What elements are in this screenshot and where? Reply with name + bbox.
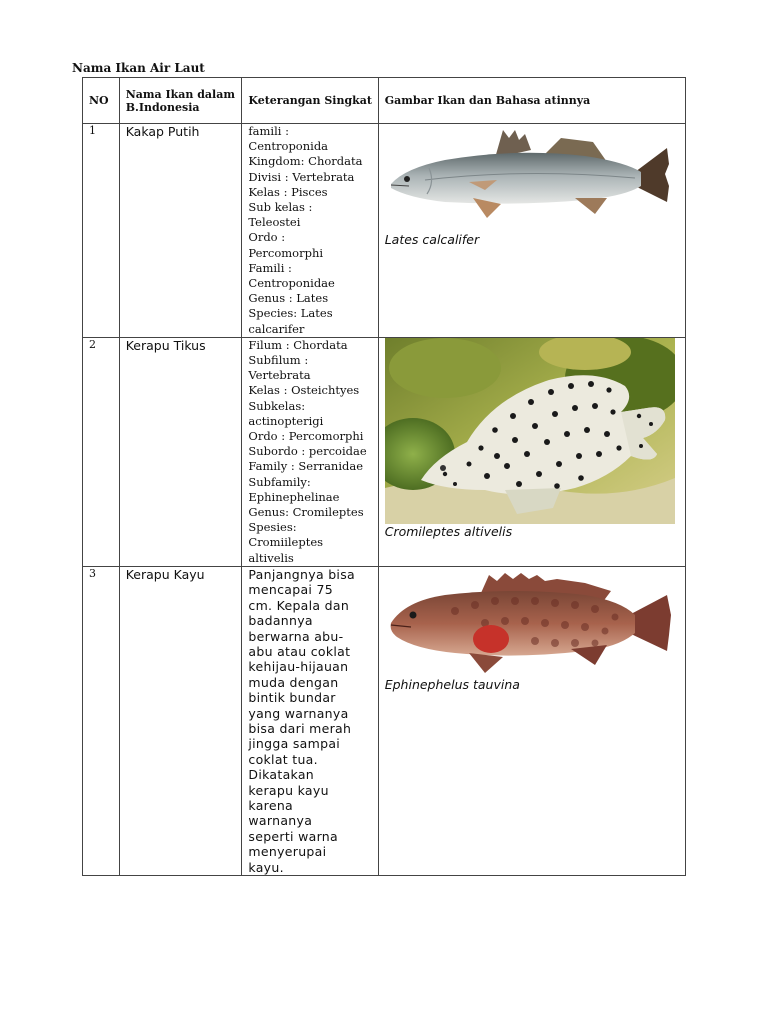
- fish-description: Panjangnya bisa mencapai 75 cm. Kepala dan badannya berwarna abu- abu atau coklat kehijau-hijauan muda dengan bintik bundar yang warnanya bisa dari merah jingga sampai coklat tua. Dikatakan kerapu kayu karena warnanya seperti warna menyerupai kayu.: [242, 566, 378, 875]
- row-number: 2: [83, 337, 120, 566]
- header-desc: Keterangan Singkat: [242, 78, 378, 124]
- table-header-row: [83, 78, 686, 124]
- header-img: Gambar Ikan dan Bahasa atinnya: [378, 78, 685, 124]
- fish-image-cell: [378, 124, 685, 338]
- row-number: 3: [83, 566, 120, 875]
- fish-image-cell: [378, 566, 685, 875]
- fish-caption: Cromileptes altivelis: [384, 523, 513, 539]
- fish-description: Filum : Chordata Subfilum : Vertebrata Kelas : Osteichtyes Subkelas: actinopterigi Ordo : Percomorphi Subordo : percoidae Family : Serranidae Subfamily: Ephinephelinae Genus: Cromileptes Spesies: Cromiileptes altivelis: [242, 337, 378, 566]
- fish-name: Kakap Putih: [119, 124, 242, 338]
- humpback-grouper-photo-icon: [385, 338, 675, 524]
- header-no: NO: [83, 78, 120, 124]
- table-row: [83, 337, 686, 566]
- fish-table: [82, 77, 686, 876]
- table-row: [83, 124, 686, 338]
- row-number: 1: [83, 124, 120, 338]
- fish-name: Kerapu Kayu: [119, 566, 242, 875]
- barramundi-fish-icon: [385, 124, 675, 224]
- fish-name: Kerapu Tikus: [119, 337, 242, 566]
- grouper-fish-icon: [385, 571, 675, 675]
- fish-caption: Lates calcalifer: [384, 232, 480, 247]
- table-row: [83, 566, 686, 875]
- fish-description: famili : Centroponida Kingdom: Chordata Divisi : Vertebrata Kelas : Pisces Sub kelas : Teleostei Ordo : Percomorphi Famili : Centroponidae Genus : Lates Species: Lates calcarifer: [242, 124, 378, 338]
- page-title: Nama Ikan Air Laut: [72, 61, 205, 75]
- fish-caption: Ephinephelus tauvina: [384, 676, 520, 692]
- fish-image-cell: [378, 337, 685, 566]
- header-name: Nama Ikan dalam B.Indonesia: [119, 78, 242, 124]
